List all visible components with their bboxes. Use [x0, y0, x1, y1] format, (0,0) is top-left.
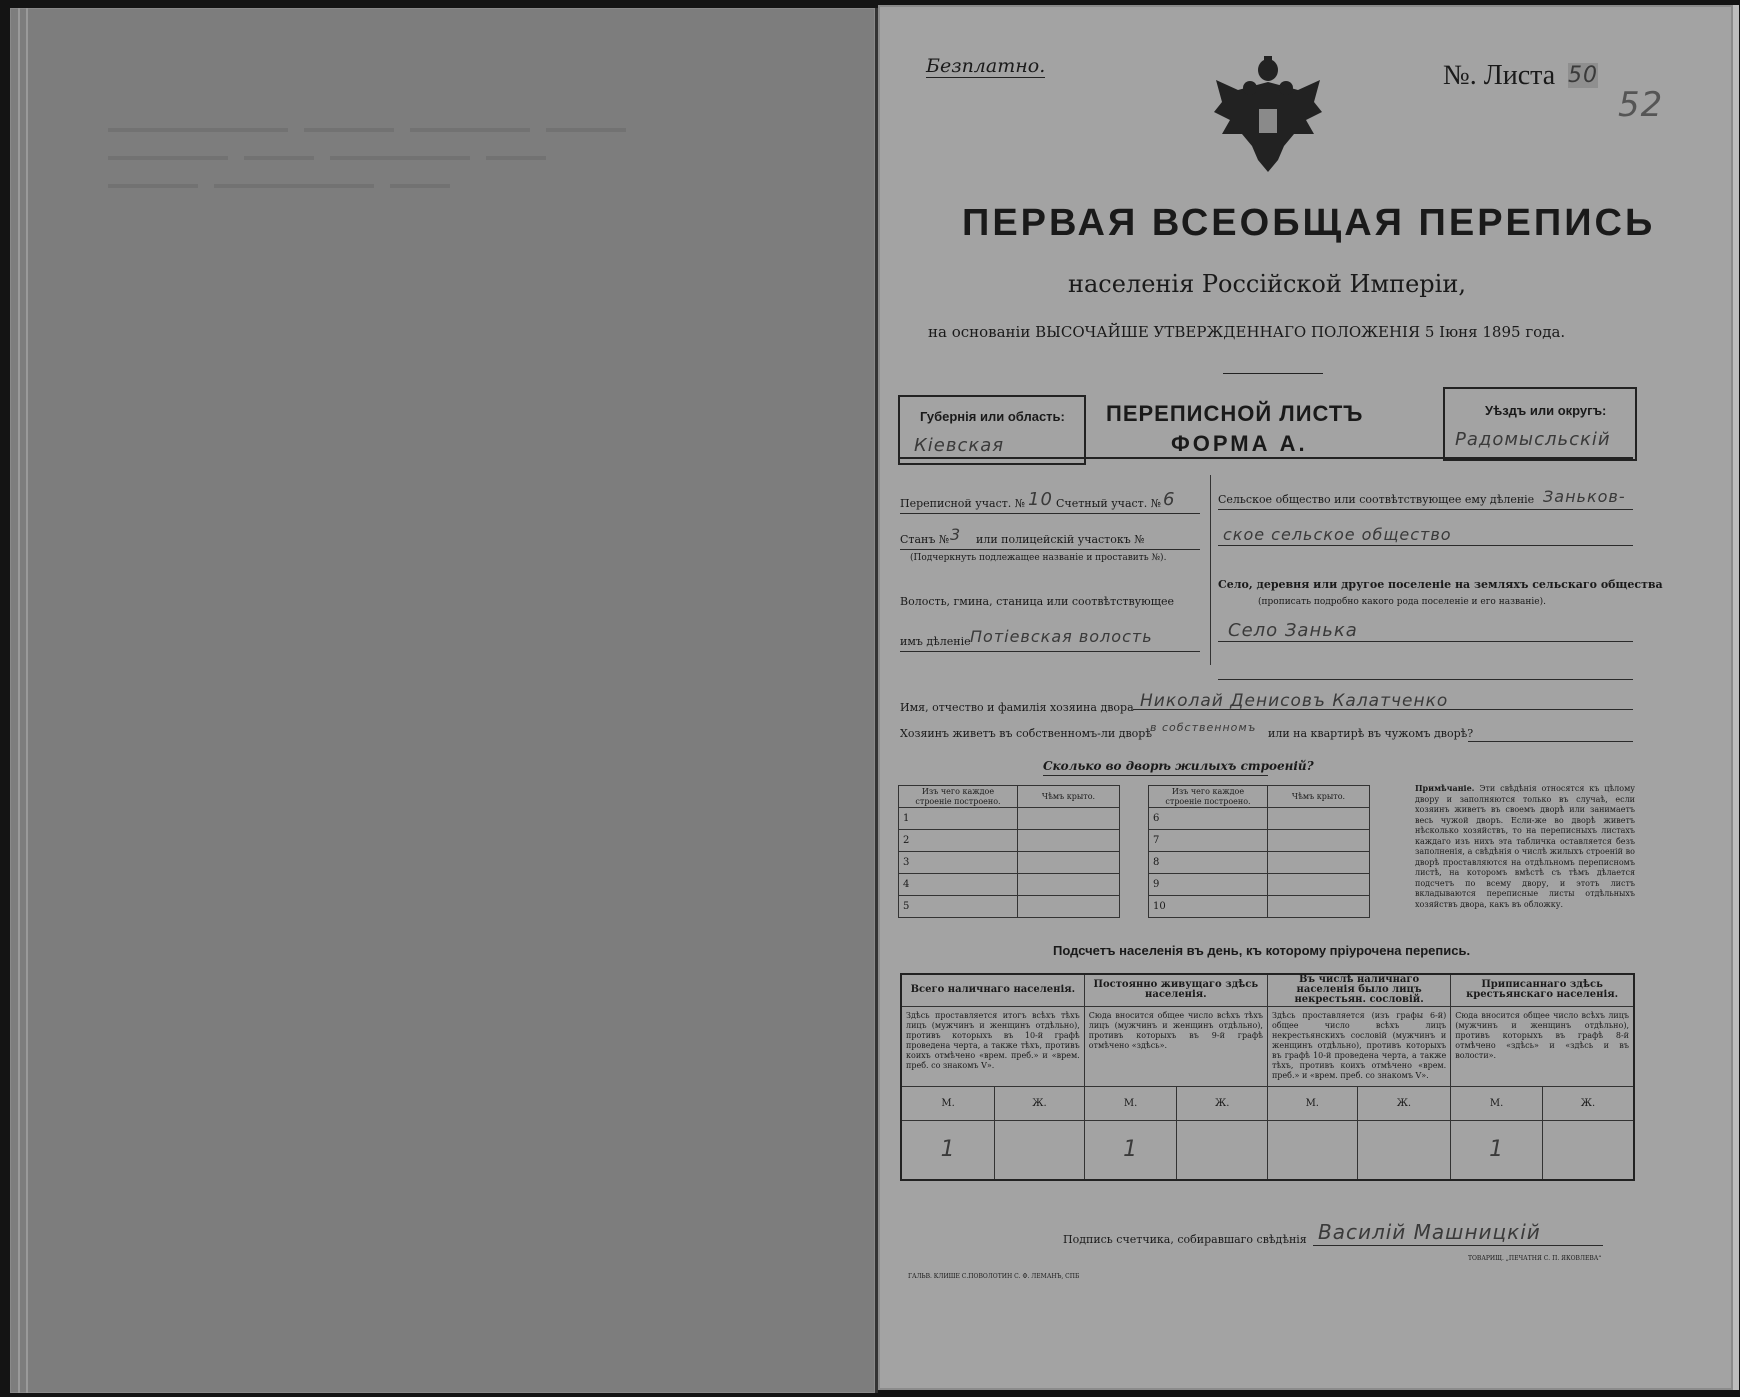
province-box: Губернія или область: Кіевская	[898, 395, 1086, 465]
stan-value: 3	[950, 525, 962, 544]
count-section-value: 6	[1163, 489, 1176, 510]
count-title: Подсчетъ населенія въ день, къ которому пріурочена перепись.	[1053, 943, 1471, 958]
free-label: Безплатно.	[926, 55, 1046, 77]
village-value: Село Занька	[1228, 620, 1358, 641]
volost-value: Потіевская волость	[970, 627, 1153, 646]
rural-society-value: Заньков-	[1543, 487, 1626, 506]
census-section-value: 10	[1028, 489, 1053, 510]
page-number: 52	[1618, 85, 1664, 125]
sheet-number-value: 50	[1568, 63, 1598, 88]
census-form-page: Безплатно. №. Листа 50 52 ПЕРВАЯ ВСЕОБЩАЯ ПЕРЕПИСЬ населенія Россійской Имперіи, на основаніи ВЫСОЧАЙШЕ УТВЕРЖДЕННАГО ПОЛОЖЕНІЯ 5 Іюня 1895 года. Губернія или область: Кіевская ПЕРЕПИСНОЙ ЛИСТЪ ФОРМА А. Уѣздъ или округъ: Радомысльскій Переписной участ. № 10 Счетный участ. № 6 Станъ № 3 или полицейскій участокъ № (Подчеркнуть подлежащее названіе и проставить №). Волость, гмина, станица или соотвѣтствующее имъ дѣленіе Потіевская волость Сельское общество или соотвѣтствующее ему дѣленіе Заньков- ское сельское общество Село, деревня или другое поселеніе на земляхъ сельскаго общества (прописать подробно какого рода поселеніе и его названіе). Село Занька Имя, отчество и фамилія хозяина двора Николай Денисовъ Калатченко Хозяинъ живетъ въ собственномъ-ли дворѣ в собственномъ или на квартирѣ въ чужомъ дворѣ? Сколько во дворѣ жилыхъ строеній? Изъ чего каждое строеніе построено. Чѣмъ крыто. 1 2 3 4 5 Изъ чего каждое строеніе построено. Чѣмъ крыто. 6 7 8 9 10 Примѣчаніе. Эти свѣдѣнія относятся къ цѣлому двору и заполняются только въ случаѣ, если хозяинъ живетъ въ своемъ дворѣ или занимаетъ весь чужой дворъ. Если-же во дворѣ живетъ нѣсколько хозяйствъ, то на переписныхъ листахъ каждаго изъ нихъ эта табличка оставляется безъ заполненія, а свѣдѣнія о числѣ жилыхъ строеній во дворѣ проставляются на отдѣльномъ переписномъ листѣ, на которомъ вмѣстѣ съ тѣмъ дѣлается подсчетъ по всему двору, и этотъ листъ вкладываются переписные листы отдѣльныхъ хозяйствъ двора, какъ въ обложку. Подсчетъ населенія въ день, къ которому пріурочена перепись. Всего наличнаго населенія. Постоянно живущаго здѣсь населенія. Въ числѣ наличнаго населенія было лицъ некрестьян. сословій. Приписаннаго здѣсь крестьянскаго населенія. Здѣсь проставляется итогъ всѣхъ тѣхъ лицъ (мужчинъ и женщинъ отдѣльно), противъ которыхъ въ 10-й графѣ проведена черта, а также тѣхъ, противъ коихъ отмѣчено «врем. преб.» и «врем. преб. со знакомъ V». Сюда вносится общее число всѣхъ тѣхъ лицъ (мужчинъ и женщинъ отдѣльно), противъ которыхъ въ 9-й графѣ отмѣчено «здѣсь». Здѣсь проставляется (изъ графы 6-й) общее число всѣхъ лицъ некрестьянскихъ сословій (мужчинъ и женщинъ отдѣльно), противъ которыхъ въ графѣ 10-й проведена черта, а также тѣхъ, противъ коихъ отмѣчено «врем. преб.» и «врем. преб. со знакомъ V». Сюда вносится общее число всѣхъ лицъ (мужчинъ и женщинъ отдѣльно), противъ которыхъ въ графѣ 8-й отмѣчено «здѣсь» и «здѣсь и въ волости». М. Ж. М. Ж. М. Ж. М. Ж. 1 1 1 Подпись счетчика, собиравшаго свѣдѣнія Василій Машницкій ГАЛЬВ. КЛИШЕ С.ПОВОЛОТИН С. Ф. ЛЕМАНЪ, СПБ ТОВАРИЩ. „ПЕЧАТНЯ С. П. ЯКОВЛЕВА“	[878, 5, 1733, 1390]
sheet-number-label: №. Листа	[1443, 60, 1556, 91]
permanent-female	[1177, 1120, 1268, 1180]
registered-peasant-male: 1	[1451, 1120, 1543, 1180]
province-value: Кіевская	[914, 435, 1005, 456]
form-name: ФОРМА А.	[1171, 431, 1308, 456]
table-row: 5	[899, 896, 1018, 918]
non-peasant-female	[1357, 1120, 1451, 1180]
printer-imprint-left: ГАЛЬВ. КЛИШЕ С.ПОВОЛОТИН С. Ф. ЛЕМАНЪ, СПБ	[908, 1273, 1080, 1280]
table-row: 7	[1149, 830, 1268, 852]
enumerator-signature: Василій Машницкій	[1318, 1220, 1541, 1244]
bleed-through-text	[100, 118, 880, 268]
ornament-divider	[1223, 373, 1323, 374]
printer-imprint-right: ТОВАРИЩ. „ПЕЧАТНЯ С. П. ЯКОВЛЕВА“	[1468, 1255, 1602, 1262]
note-paragraph: Примѣчаніе. Эти свѣдѣнія относятся къ цѣлому двору и заполняются только въ случаѣ, если хозяинъ живетъ въ своемъ дворѣ или занимаетъ весь чужой дворъ. Если-же во дворѣ живетъ нѣсколько хозяйствъ, то на переписныхъ листахъ каждаго изъ нихъ эта табличка оставляется безъ заполненія, а свѣдѣнія о числѣ жилыхъ строеній во дворѣ проставляются на отдѣльномъ переписномъ листѣ, на которомъ вмѣстѣ съ тѣмъ дѣлается подсчетъ по всему двору, и этотъ листъ вкладываются переписные листы отдѣльныхъ хозяйствъ двора, какъ въ обложку.	[1415, 783, 1636, 909]
table-row: 9	[1149, 874, 1268, 896]
form-title: ПЕРЕПИСНОЙ ЛИСТЪ	[1106, 401, 1364, 426]
table-row: 6	[1149, 808, 1268, 830]
residence-value: в собственномъ	[1150, 721, 1257, 734]
population-count-table: Всего наличнаго населенія. Постоянно живущаго здѣсь населенія. Въ числѣ наличнаго населенія было лицъ некрестьян. сословій. Приписаннаго здѣсь крестьянскаго населенія. Здѣсь проставляется итогъ всѣхъ тѣхъ лицъ (мужчинъ и женщинъ отдѣльно), противъ которыхъ въ 10-й графѣ проведена черта, а также тѣхъ, противъ коихъ отмѣчено «врем. преб.» и «врем. преб. со знакомъ V». Сюда вносится общее число всѣхъ тѣхъ лицъ (мужчинъ и женщинъ отдѣльно), противъ которыхъ въ 9-й графѣ отмѣчено «здѣсь». Здѣсь проставляется (изъ графы 6-й) общее число всѣхъ лицъ некрестьянскихъ сословій (мужчинъ и женщинъ отдѣльно), противъ которыхъ въ графѣ 10-й проведена черта, а также тѣхъ, противъ коихъ отмѣчено «врем. преб.» и «врем. преб. со знакомъ V». Сюда вносится общее число всѣхъ лицъ (мужчинъ и женщинъ отдѣльно), противъ которыхъ въ графѣ 8-й отмѣчено «здѣсь» и «здѣсь и въ волости». М. Ж. М. Ж. М. Ж. М. Ж. 1 1 1	[900, 973, 1635, 1181]
rural-society-value-cont: ское сельское общество	[1223, 525, 1452, 544]
buildings-table-right: Изъ чего каждое строеніе построено. Чѣмъ крыто. 6 7 8 9 10	[1148, 785, 1370, 918]
owner-name-value: Николай Денисовъ Калатченко	[1140, 691, 1449, 711]
form-subtitle: населенія Россійской Имперіи,	[1068, 270, 1466, 298]
total-present-male: 1	[901, 1120, 995, 1180]
total-present-female	[995, 1120, 1085, 1180]
district-value: Радомысльскій	[1455, 429, 1611, 450]
district-box: Уѣздъ или округъ: Радомысльскій	[1443, 387, 1637, 461]
legal-basis: на основаніи ВЫСОЧАЙШЕ УТВЕРЖДЕННАГО ПОЛОЖЕНІЯ 5 Іюня 1895 года.	[928, 323, 1566, 341]
table-row: 10	[1149, 896, 1268, 918]
form-main-title: ПЕРВАЯ ВСЕОБЩАЯ ПЕРЕПИСЬ	[962, 202, 1656, 244]
imperial-eagle-emblem	[1208, 50, 1328, 180]
table-row: 1	[899, 808, 1018, 830]
table-row: 2	[899, 830, 1018, 852]
table-row: 3	[899, 852, 1018, 874]
signature-label: Подпись счетчика, собиравшаго свѣдѣнія	[1063, 1233, 1307, 1246]
buildings-table-left: Изъ чего каждое строеніе построено. Чѣмъ крыто. 1 2 3 4 5	[898, 785, 1120, 918]
registered-peasant-female	[1542, 1120, 1634, 1180]
left-blank-page	[10, 8, 878, 1393]
non-peasant-male	[1267, 1120, 1357, 1180]
permanent-male: 1	[1084, 1120, 1177, 1180]
table-row: 8	[1149, 852, 1268, 874]
table-row: 4	[899, 874, 1018, 896]
buildings-question: Сколько во дворѣ жилыхъ строеній?	[1043, 759, 1314, 773]
